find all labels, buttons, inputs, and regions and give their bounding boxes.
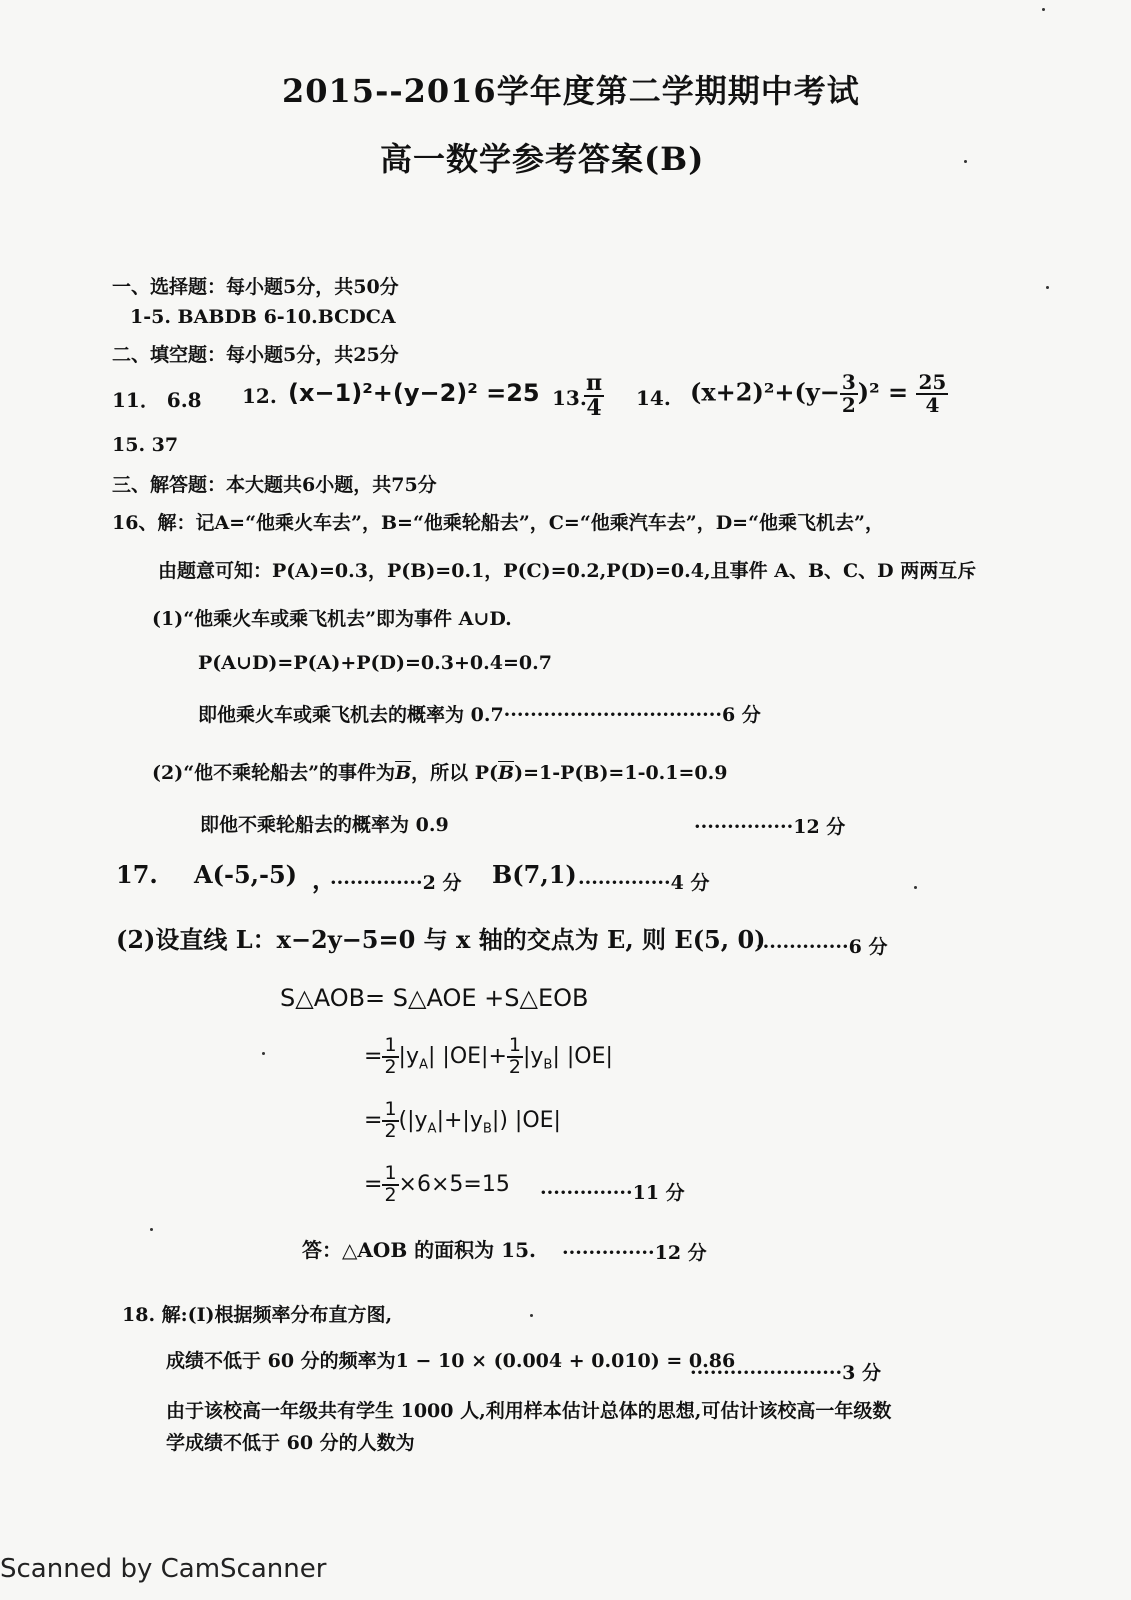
- q16-part1-line3: 即他乘火车或乘飞机去的概率为 0.7·································6 分: [198, 704, 761, 726]
- section-heading-choice: 一、选择题：每小题5分，共50分: [112, 276, 399, 298]
- q12-answer: (x−1)²+(y−2)² =25: [288, 379, 540, 407]
- choice-answers: 1-5. BABDB 6-10.BCDCA: [130, 306, 396, 328]
- half-num: 1: [384, 1034, 397, 1056]
- camscanner-watermark: Scanned by CamScanner: [0, 1554, 327, 1584]
- q16-part2-line1: [152, 758, 728, 785]
- complement-b-2: $\overline{B}$: [498, 762, 515, 784]
- scan-speck: [914, 886, 917, 889]
- q12-label: 12.: [242, 384, 277, 408]
- q17-part2-score: ··············6 分: [756, 936, 888, 958]
- scan-speck: [1046, 286, 1049, 289]
- section-heading-solve: 三、解答题：本大题共6小题，共75分: [112, 474, 437, 496]
- step1-c: |y: [522, 1043, 544, 1069]
- step2-b: |+|y: [436, 1107, 483, 1133]
- half-den-2: 2: [508, 1055, 521, 1078]
- complement-b: $\overline{B}$: [395, 762, 412, 784]
- step2-c: |) |OE|: [491, 1107, 561, 1133]
- q18-line2-score: ·······················3 分: [690, 1362, 881, 1384]
- half-num-3: 1: [384, 1098, 397, 1120]
- q15-answer: 15. 37: [112, 434, 179, 456]
- q14-frac-den: 2: [841, 393, 856, 417]
- q17-score-b: ··············4 分: [578, 872, 710, 894]
- half-den: 2: [384, 1055, 397, 1078]
- q18-line1: 18. 解:(Ⅰ)根据频率分布直方图,: [122, 1304, 393, 1326]
- q17-step2: = $\frac{1}{2}$ $(|y_A|+|y_B|)$ |OE|: [364, 1098, 561, 1142]
- q18-line2: 成绩不低于 60 分的频率为1 − 10 × (0.004 + 0.010) = 0.86: [166, 1350, 736, 1372]
- q16-part1-line2: P(A∪D)=P(A)+P(D)=0.3+0.4=0.7: [198, 652, 552, 674]
- q14-mid: )² =: [857, 377, 909, 407]
- q13-numerator: π: [586, 370, 603, 396]
- q17-point-b: B(7,1): [492, 860, 577, 889]
- q16-part2-mid: ，所以 P(: [411, 762, 499, 784]
- q14-answer: [690, 372, 948, 416]
- q13-label: 13.: [552, 386, 587, 410]
- q17-answer-score: ··············12 分: [562, 1242, 707, 1264]
- scan-speck: [150, 1228, 153, 1231]
- half-num-4: 1: [384, 1162, 397, 1184]
- scan-speck: [964, 160, 967, 163]
- q16-part2-post: )=1-P(B)=1-0.1=0.9: [514, 762, 728, 784]
- q16-part1-line1: (1)“他乘火车或乘飞机去”即为事件 A∪D.: [152, 608, 512, 630]
- half-den-3: 2: [384, 1119, 397, 1142]
- q14-rhs-num: 25: [918, 370, 947, 394]
- scan-speck: [1042, 8, 1045, 11]
- q14-rhs-den: 4: [925, 393, 940, 417]
- step1-sub-a: A: [418, 1057, 428, 1073]
- q17-step3-score: ··············11 分: [540, 1182, 685, 1204]
- q18-line3: 由于该校高一年级共有学生 1000 人,利用样本估计总体的思想,可估计该校高一年级数: [166, 1400, 892, 1422]
- scan-speck: [530, 1314, 533, 1317]
- q11-answer: 11． 6.8: [112, 388, 202, 412]
- half-num-2: 1: [508, 1034, 521, 1056]
- step1-d: | |OE|: [552, 1043, 613, 1069]
- scan-speck: [262, 1052, 265, 1055]
- document-subtitle: 高一数学参考答案(B): [380, 140, 705, 178]
- q18-line4: 学成绩不低于 60 分的人数为: [166, 1432, 415, 1454]
- q17-part2: (2)设直线 L：x−2y−5=0 与 x 轴的交点为 E, 则 E(5, 0): [116, 925, 766, 954]
- q17-point-a: A(-5,-5): [194, 860, 298, 889]
- q13-denominator: 4: [586, 395, 602, 422]
- step1-b: | |OE|+: [428, 1043, 507, 1069]
- step2-a: (|y: [398, 1107, 428, 1133]
- q17-score-a: ··············2 分: [330, 872, 462, 894]
- q16-part2-line2: 即他不乘轮船去的概率为 0.9: [200, 814, 449, 836]
- half-den-4: 2: [384, 1183, 397, 1206]
- step3-result: ×6×5=15: [398, 1171, 510, 1197]
- q16-part2-pre: (2)“他不乘轮船去”的事件为: [152, 762, 396, 784]
- q16-part2-score: ···············12 分: [694, 816, 846, 838]
- q17-step1: = $\frac{1}{2}$ $|y_A|$ |OE|+ $\frac{1}{2}$ $|y_B|$ |OE|: [364, 1034, 613, 1078]
- q14-lhs: (x+2)²+(y−: [690, 377, 840, 407]
- q16-line2: 由题意可知：P(A)=0.3，P(B)=0.1，P(C)=0.2,P(D)=0.4,且事件 A、B、C、D 两两互斥: [158, 560, 977, 582]
- step2-sub-b: B: [482, 1121, 492, 1137]
- q17-answer: 答：△AOB 的面积为 15.: [302, 1238, 536, 1262]
- q17-sep: ，: [312, 865, 336, 894]
- q13-answer: [584, 372, 604, 420]
- section-heading-fill: 二、填空题：每小题5分，共25分: [112, 344, 399, 366]
- q14-label: 14.: [636, 386, 671, 410]
- document-title: 2015--2016学年度第二学期期中考试: [282, 72, 860, 110]
- q16-line1: 16、解：记A=“他乘火车去”，B=“他乘轮船去”，C=“他乘汽车去”，D=“他乘飞机去”，: [112, 512, 884, 534]
- step1-a: |y: [398, 1043, 419, 1069]
- q17-step3: = $\frac{1}{2}$ ×6×5=15: [364, 1162, 510, 1206]
- step1-sub-b: B: [543, 1057, 553, 1073]
- q17-label: 17.: [116, 860, 158, 889]
- step2-sub-a: A: [427, 1121, 437, 1137]
- q14-frac-num: 3: [841, 370, 856, 394]
- q17-area-equation: S△AOB= S△AOE +S△EOB: [280, 984, 589, 1012]
